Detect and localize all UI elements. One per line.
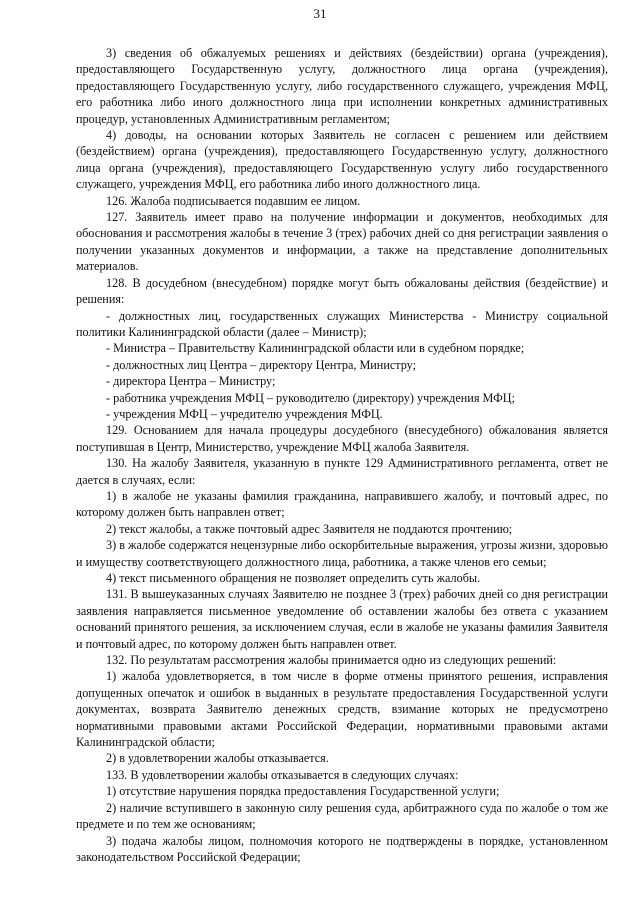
list-item: 1) в жалобе не указаны фамилия гражданина, направившего жалобу, и почтовый адрес, по которому должен быть направлен ответ; [76, 488, 608, 520]
document-body [76, 45, 608, 865]
paragraph: 3) сведения об обжалуемых решениях и действиях (бездействии) органа (учреждения), предоставляющего Государственную услугу, должностного лица органа (учреждения), предоставляющего Государственную услугу, либо государственного служащего, учреждения МФЦ, его работника либо иного должностного лица при исполнении конкретных административных процедур, установленных Административным регламентом; [76, 46, 608, 126]
list-item: - директора Центра – Министру; [106, 374, 276, 389]
list-item: 2) наличие вступившего в законную силу решения суда, арбитражного суда по жалобе о том же предмете и по тем же основаниям; [76, 800, 608, 832]
list-item: - учреждения МФЦ – учредителю учреждения МФЦ. [106, 406, 383, 421]
paragraph: 128. В досудебном (внесудебном) порядке могут быть обжалованы действия (бездействие) и решения: [76, 275, 608, 307]
list-item: 2) в удовлетворении жалобы отказывается. [106, 751, 329, 766]
paragraph: 132. По результатам рассмотрения жалобы принимается одно из следующих решений: [106, 653, 557, 668]
page-number: 31 [313, 6, 327, 21]
paragraph: 129. Основанием для начала процедуры досудебного (внесудебного) обжалования является поступившая в Центр, Министерство, учреждение МФЦ жалоба Заявителя. [76, 423, 608, 454]
list-item: 4) текст письменного обращения не позволяет определить суть жалобы. [106, 571, 481, 585]
list-item: - Министра – Правительству Калининградской области или в судебном порядке; [106, 341, 525, 356]
list-item: - должностных лиц Центра – директору Центра, Министру; [106, 357, 416, 372]
list-item: - работника учреждения МФЦ – руководителю (директору) учреждения МФЦ; [106, 390, 515, 405]
paragraph: 133. В удовлетворении жалобы отказывается в следующих случаях: [106, 767, 459, 782]
paragraph: 131. В вышеуказанных случаях Заявителю не позднее 3 (трех) рабочих дней со дня регистрации заявления направляется письменное уведомление об оставлении жалобы без ответа с указанием оснований принятого решения, за исключением случая, если в жалобе не указаны фамилия Заявителя и почтовый адрес, по которому должен быть направлен ответ. [76, 587, 608, 651]
list-item: 2) текст жалобы, а также почтовый адрес Заявителя не поддаются прочтению; [106, 521, 513, 536]
paragraph: 126. Жалоба подписывается подавшим ее лицом. [106, 193, 361, 208]
paragraph: 4) доводы, на основании которых Заявитель не согласен с решением или действием (бездействием) органа (учреждения), предоставляющего Государственную услугу, должностного лица органа (учреждения), предоставляющего Государственную услугу либо государственного служащего, учреждения МФЦ, его работника либо иного должностного лица. [76, 128, 608, 192]
list-item: - должностных лиц, государственных служащих Министерства - Министру социальной политики Калининградской области (далее – Министр); [76, 308, 608, 339]
list-item: 1) отсутствие нарушения порядка предоставления Государственной услуги; [106, 784, 500, 799]
list-item: 3) подача жалобы лицом, полномочия которого не подтверждены в порядке, установленном законодательством Российской Федерации; [76, 833, 608, 864]
list-item: 3) в жалобе содержатся нецензурные либо оскорбительные выражения, угрозы жизни, здоровью и имуществу соответствующего должностного лица, работника, а также членов его семьи; [76, 538, 608, 569]
paragraph: 127. Заявитель имеет право на получение информации и документов, необходимых для обоснования и рассмотрения жалобы в течение 3 (трех) рабочих дней со дня регистрации заявления о получении указанных документов и информации, а также на представление дополнительных материалов. [76, 210, 608, 274]
paragraph: 130. На жалобу Заявителя, указанную в пункте 129 Административного регламента, ответ не дается в случаях, если: [76, 456, 608, 487]
list-item: 1) жалоба удовлетворяется, в том числе в форме отмены принятого решения, исправления допущенных опечаток и ошибок в выданных в результате предоставления Государственной услуги документах, возврата Заявителю денежных средств, взимание которых не предусмотрено нормативными правовыми актами Российской Федерации, нормативными правовыми актами Калининградской области; [76, 669, 608, 750]
